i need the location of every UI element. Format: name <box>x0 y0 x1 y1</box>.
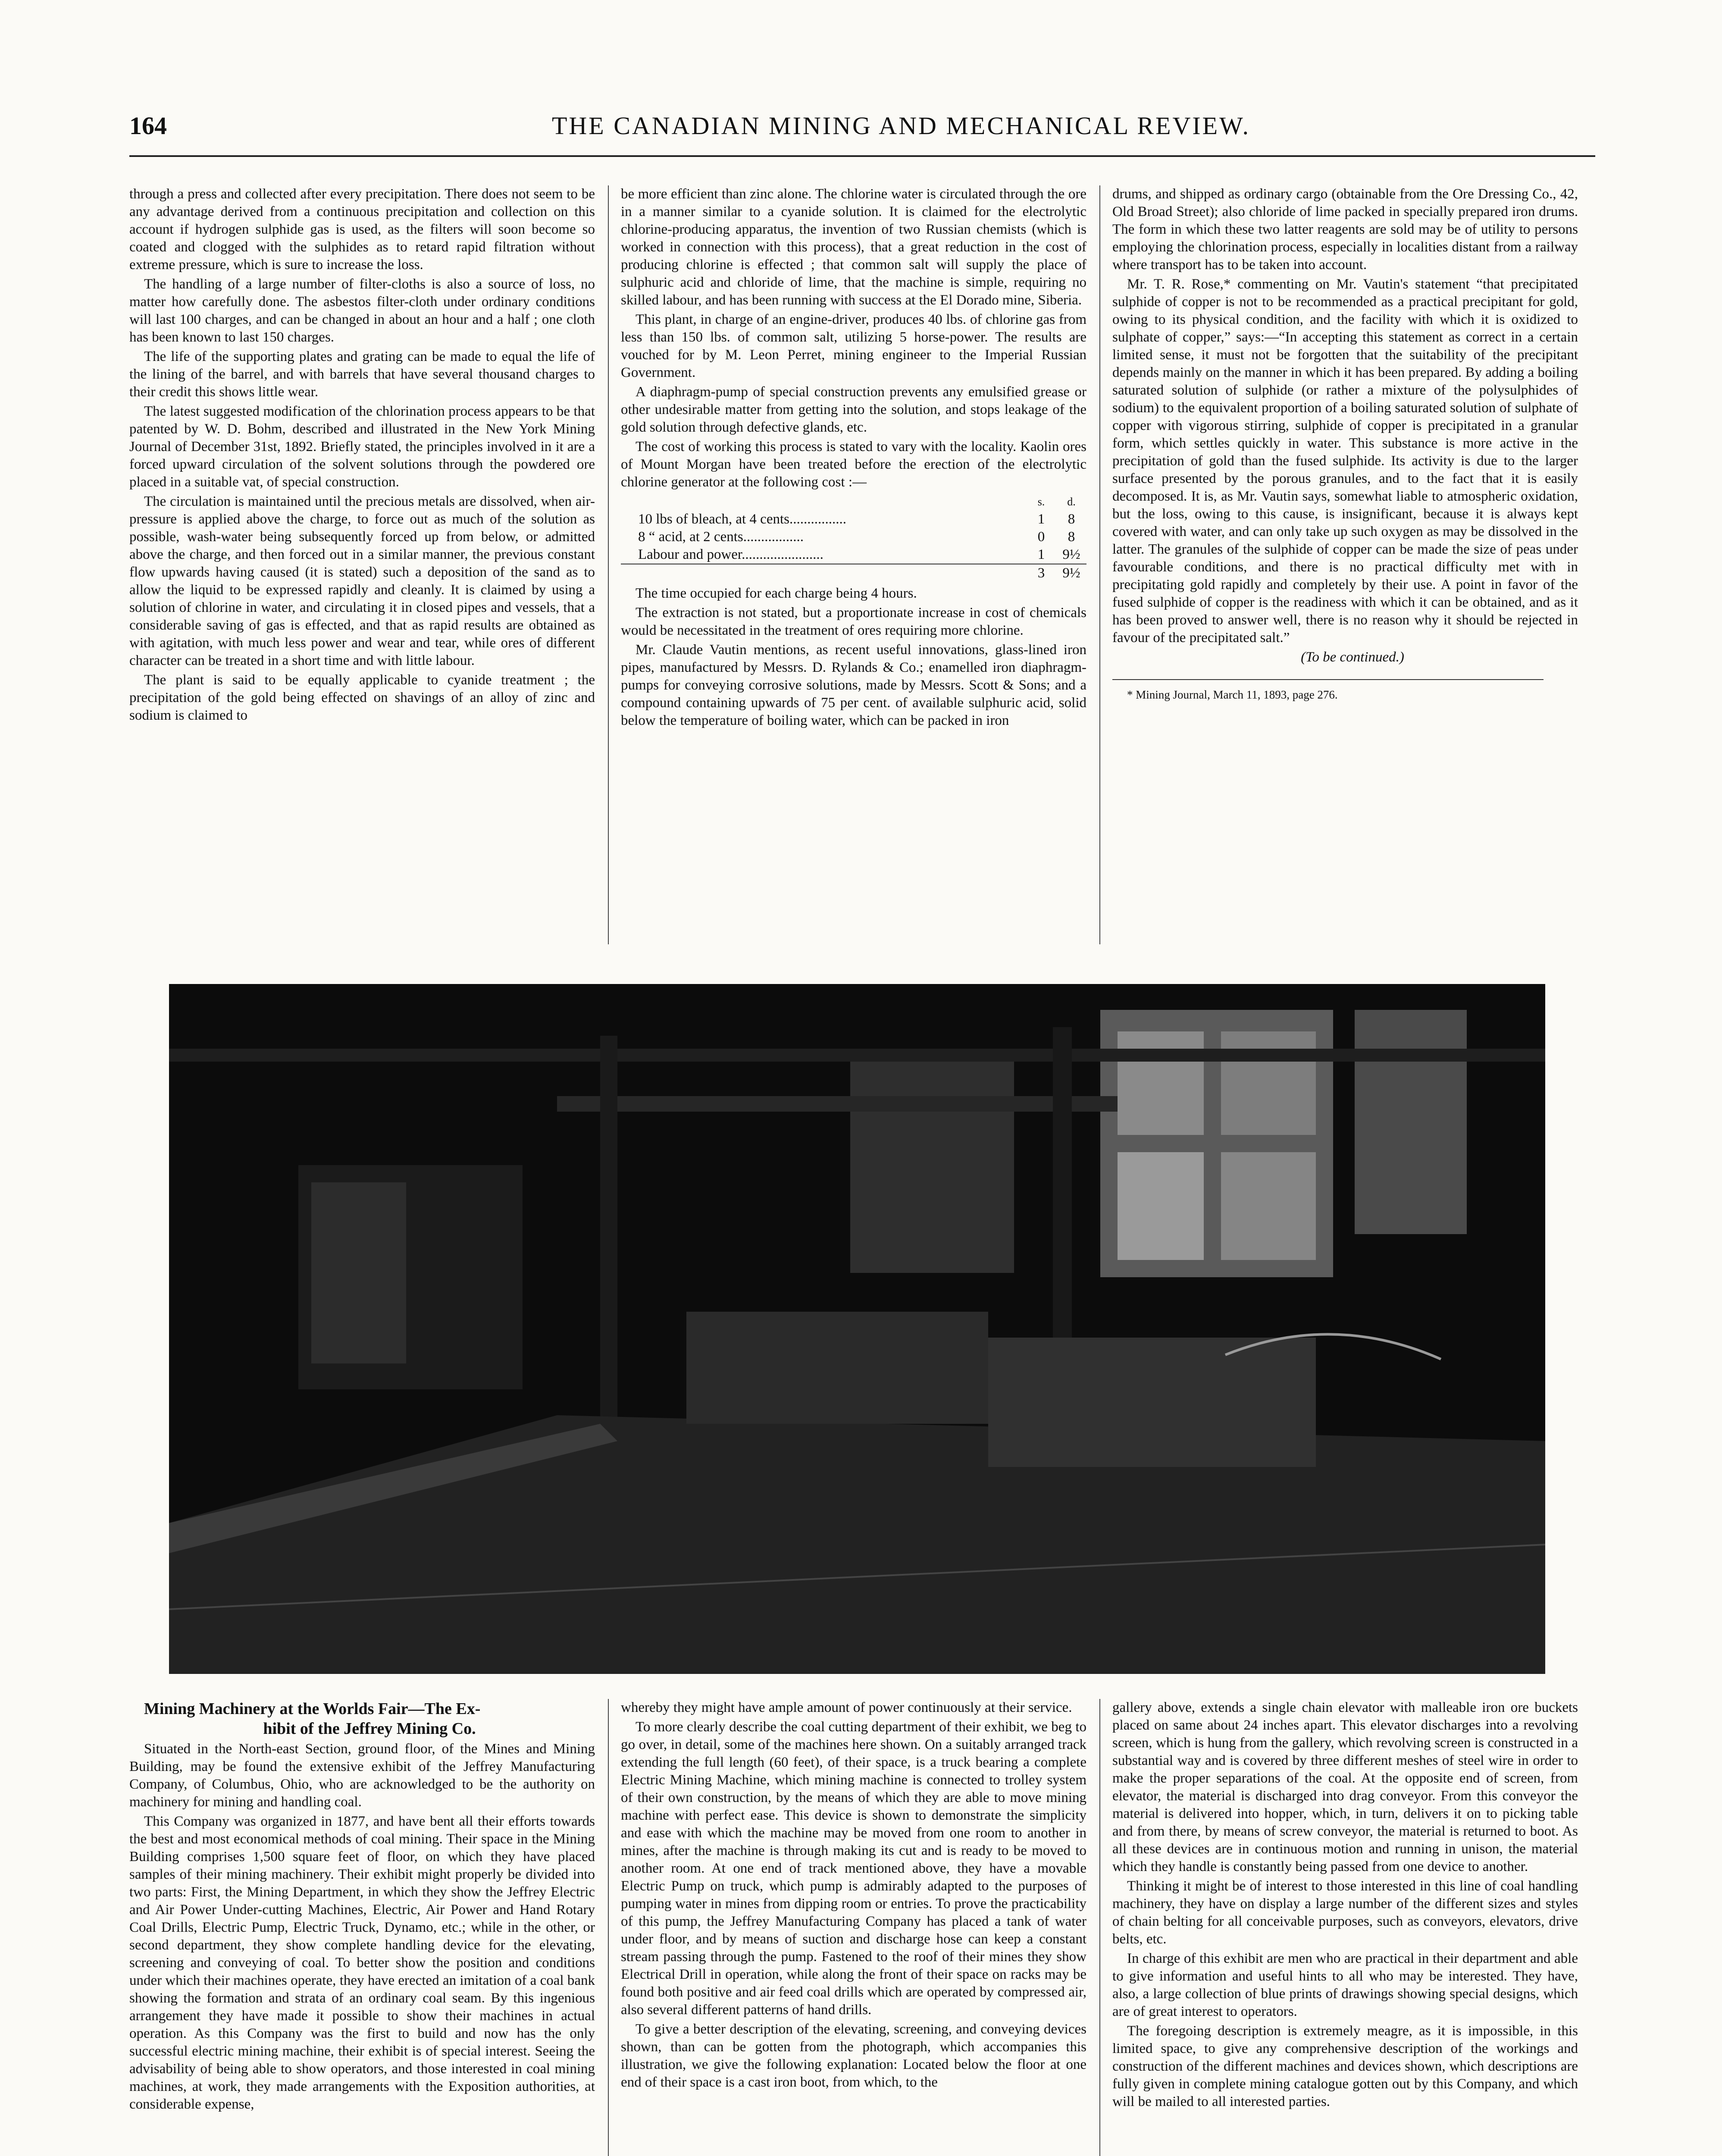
cost-total-s: 3 <box>1026 564 1056 582</box>
cost-item: 8 “ acid, at 2 cents................. <box>638 529 804 545</box>
paragraph: whereby they might have ample amount of power continuously at their service. <box>621 1700 1072 1715</box>
header-rule <box>129 155 1595 157</box>
cost-table <box>621 493 1086 582</box>
cost-item: Labour and power....................... <box>638 547 823 562</box>
paragraph: A diaphragm-pump of special construction prevents any emulsified grease or other undesirable matter from getting into the solution, and stops leakage of the gold solution through defective glands, etc. <box>621 384 1086 435</box>
bottom-column-1 <box>129 1699 595 2156</box>
article-title <box>129 1699 595 1739</box>
paragraph: through a press and collected after every precipitation. There does not seem to be any advantage derived from a continuous precipitation and collection on this account if hydrogen sulphide gas is used, as the filters will soon become so coated and clogged with the sulphides as to retard rapid filtration without extreme pressure, which is sure to increase the loss. <box>129 186 595 273</box>
column-rule <box>608 185 609 944</box>
paragraph: drums, and shipped as ordinary cargo (obtainable from the Ore Dressing Co., 42, Old Broad Street); also chloride of lime packed in specially prepared iron drums. The form in which these two latter reagents are sold may be of utility to persons employing the chlorination process, especially in localities distant from a railway where transport has to be taken into account. <box>1112 186 1578 273</box>
running-head: THE CANADIAN MINING AND MECHANICAL REVIEW. <box>551 112 1251 140</box>
bottom-column-2 <box>621 1699 1086 2156</box>
cost-item: 10 lbs of bleach, at 4 cents................ <box>638 511 846 527</box>
paragraph: The circulation is maintained until the precious metals are dissolved, when air-pressure is applied above the charge, to force out as much of the solution as possible, wash-water being subsequently forced up from below, or admitted above the charge, and then forced out in a similar manner, the previous constant flow upwards having caused (it is stated) such a deposition of the sand as to allow the liquid to be expressed rapidly and cleanly. It is claimed by using a solution of chlorine in water, and circulating it in closed pipes and vessels, that a considerable saving of gas is effected, and that as rapid results are obtained as with agitation, with much less power and wear and tear, while ores of different character can be treated in a short time and with little labour. <box>129 494 595 668</box>
cost-total-row <box>621 564 1086 582</box>
paragraph: The cost of working this process is stated to vary with the locality. Kaolin ores of Mount Morgan have been treated before the erection of the electrolytic chlorine generator at the following cost :— <box>621 439 1086 490</box>
footnote-rule <box>1112 679 1544 680</box>
cost-row <box>621 528 1086 546</box>
paragraph: Mr. T. R. Rose,* commenting on Mr. Vautin's statement “that precipitated sulphide of copper is not to be recommended as a practical precipitant for gold, owing to its physical condition, and the facility with which it is oxidized to sulphate of copper,” says:—“In accepting this statement as correct in a certain limited sense, it must not be forgotten that the suitability of the precipitant depends mainly on the manner in which it has been prepared. By adding a boiling saturated solution of sulphide (or rather a mixture of the polysulphides of sodium) to the equivalent proportion of a boiling saturated solution of sulphate of copper with vigorous stirring, sulphide of copper is precipitated in a granular form, which settles quickly in water. This substance is more active in the precipitation of gold than the fused sulphide. Its activity is due to the larger surface presented by the porous granules, and to the fact that it is easily decomposed. It is, as Mr. Vautin says, somewhat liable to atmospheric oxidation, but the loss, owing to this cause, is insignificant, because it is always kept covered with water, and can only take up such oxygen as may be dissolved in the latter. The granules of the sulphide of copper can be made the size of peas under favourable conditions, and there is no practical difficulty met with in precipitating gold rapidly and completely by their use. A point in favor of the fused sulphide of copper is the readiness with which it can be obtained, and as it has been proved to answer well, there is no reason why it should be rejected in favour of the precipitated salt.” <box>1112 276 1578 646</box>
paragraph: gallery above, extends a single chain elevator with malleable iron ore buckets placed on same about 24 inches apart. This elevator discharges into a revolving screen, which is hung from the gallery, which revolving screen is constructed in a substantial way and is covered by three different meshes of steel wire in order to make the proper separations of the coal. At the opposite end of screen, from elevator, the material is discharged into drag conveyor. From this conveyor the material is delivered into hopper, which, in turn, delivers it on to picking table and from there, by means of screw conveyor, the material is returned to boot. As all these devices are in continuous motion and running in unison, the material which they handle is constantly being passed from one device to another. <box>1112 1700 1578 1874</box>
exhibit-photograph <box>169 984 1545 1674</box>
cost-s: 0 <box>1037 529 1045 545</box>
paragraph: The latest suggested modification of the chlorination process appears to be that patented by W. D. Bohm, described and illustrated in the New York Mining Journal of December 31st, 1892. Briefly stated, the principles involved in it are a forced upward circulation of the solvent solutions through the powdered ore placed in a suitable vat, of special construction. <box>129 404 595 490</box>
cost-header-s: s. <box>1037 495 1045 508</box>
paragraph: Situated in the North-east Section, ground floor, of the Mines and Mining Building, may be found the extensive exhibit of the Jeffrey Manufacturing Company, of Columbus, Ohio, who are acknowledged to be the authority on machinery for mining and handling coal. <box>129 1741 595 1810</box>
cost-header-d: d. <box>1067 495 1076 508</box>
footnote: * Mining Journal, March 11, 1893, page 276. <box>1127 688 1338 701</box>
paragraph: The time occupied for each charge being 4 hours. <box>636 586 917 601</box>
cost-s: 1 <box>1037 547 1045 562</box>
article-title-line-1: Mining Machinery at the Worlds Fair—The Ex- <box>144 1700 481 1718</box>
cost-row <box>621 546 1086 564</box>
paragraph: Mr. Claude Vautin mentions, as recent useful innovations, glass-lined iron pipes, manufactured by Messrs. D. Rylands & Co.; enamelled iron diaphragm-pumps for conveying corrosive solutions, made by Messrs. Scott & Sons; and a compound containing upwards of 75 per cent. of available sulphuric acid, solid below the temperature of boiling water, which can be packed in iron <box>621 642 1086 728</box>
paragraph: be more efficient than zinc alone. The chlorine water is circulated through the ore in a manner similar to a cyanide solution. It is claimed for the electrolytic chlorine-producing apparatus, the invention of two Russian chemists (which is worked in connection with this process), that a great reduction in the cost of producing chlorine is effected ; that common salt will supply the place of sulphuric acid and chloride of lime, that the machine is simple, requiring no skilled labour, and has been running with success at the El Dorado mine, Siberia. <box>621 186 1086 308</box>
paragraph: The plant is said to be equally applicable to cyanide treatment ; the precipitation of the gold being effected on shavings of an alloy of zinc and sodium is claimed to <box>129 672 595 723</box>
bottom-column-3 <box>1112 1699 1578 2156</box>
paragraph: The extraction is not stated, but a proportionate increase in cost of chemicals would be necessitated in the treatment of ores requiring more chlorine. <box>621 605 1086 638</box>
top-column-3 <box>1112 185 1578 944</box>
paragraph: In charge of this exhibit are men who are practical in their department and able to give information and useful hints to all who may be interested. They have, also, a large collection of blue prints of drawings showing special designs, which are of great interest to operators. <box>1112 1951 1578 2019</box>
paragraph: To more clearly describe the coal cutting department of their exhibit, we beg to go over, in detail, some of the machines here shown. On a suitably arranged track extending the full length (60 feet), of their space, is a truck bearing a complete Electric Mining Machine, which mining machine is connected to trolley system of their own construction, by the means of which they are able to move mining machine with perfect ease. This device is shown to demonstrate the simplicity and ease with which the machine may be moved from one room to another in mines, after the machine is through making its cut and is ready to be moved to another room. At one end of track mentioned above, they have a movable Electric Pump on truck, which pump is admirably adapted to the purposes of pumping water in mines from dipping room or entries. To prove the practicability of this pump, the Jeffrey Manufacturing Company has placed a tank of water under floor, and by means of suction and discharge hose can keep a constant stream passing through the pump. Fastened to the roof of their mines they show Electrical Drill in operation, while along the front of their space on racks may be found both positive and air feed coal drills which are operated by compressed air, also several different patterns of hand drills. <box>621 1719 1086 2018</box>
cost-d: 8 <box>1068 511 1075 527</box>
article-title-line-2: hibit of the Jeffrey Mining Co. <box>263 1720 476 1738</box>
column-rule <box>1099 1699 1100 2156</box>
column-rule <box>608 1699 609 2156</box>
top-column-2 <box>621 185 1086 944</box>
paragraph: The life of the supporting plates and grating can be made to equal the life of the lining of the barrel, and with barrels that have several thousand charges to their credit this shows little wear. <box>129 349 595 400</box>
cost-total-d: 9½ <box>1056 564 1086 582</box>
cost-row <box>621 511 1086 528</box>
top-column-1 <box>129 185 595 944</box>
cost-s: 1 <box>1037 511 1045 527</box>
cost-d: 9½ <box>1062 547 1080 562</box>
page-number: 164 <box>129 112 167 140</box>
paragraph: This plant, in charge of an engine-driver, produces 40 lbs. of chlorine gas from less than 150 lbs. of common salt, utilizing 5 horse-power. The results are vouched for by M. Leon Perret, mining engineer to the Imperial Russian Government. <box>621 312 1086 380</box>
cost-d: 8 <box>1068 529 1075 545</box>
paragraph: To give a better description of the elevating, screening, and conveying devices shown, than can be gotten from the photograph, which accompanies this illustration, we give the following explanation: Located below the floor at one end of their space is a cast iron boot, from which, to the <box>621 2021 1086 2090</box>
to-be-continued: (To be continued.) <box>1301 649 1404 665</box>
column-rule <box>1099 185 1100 944</box>
paragraph: Thinking it might be of interest to those interested in this line of coal handling machinery, they have on display a large number of the different sizes and styles of chain belting for all conceivable purposes, such as conveyors, elevators, drive belts, etc. <box>1112 1878 1578 1947</box>
paragraph: This Company was organized in 1877, and have bent all their efforts towards the best and most economical methods of coal mining. Their space in the Mining Building comprises 1,500 square feet of floor, on which they have placed samples of their mining machinery. Their exhibit might properly be divided into two parts: First, the Mining Department, in which they show the Jeffrey Electric and Air Power Under-cutting Machines, Electric, Air Power and Hand Rotary Coal Drills, Electric Pump, Electric Truck, Dynamo, etc.; while in the other, or second department, they show complete handling device for the elevating, screening and conveying of coal. To better show the position and conditions under which their machines operate, they have erected an imitation of a coal bank showing the formation and strata of an ordinary coal seam. By this ingenious arrangement they have made it possible to show their machines in actual operation. As this Company was the first to build and now has the only successful electric mining machine, their exhibit is of special interest. Seeing the advisability of being able to show operators, and those interested in coal mining machines, at work, they made arrangements with the Exposition authorities, at considerable expense, <box>129 1814 595 2112</box>
paragraph: The handling of a large number of filter-cloths is also a source of loss, no matter how carefully done. The asbestos filter-cloth under ordinary conditions will last 100 charges, and can be changed in about an hour and a half ; one cloth has been known to last 150 charges. <box>129 276 595 345</box>
paragraph: The foregoing description is extremely meagre, as it is impossible, in this limited space, to give any comprehensive description of the workings and construction of the different machines and devices shown, which descriptions are fully given in complete mining catalogue gotten out by this Company, and which will be mailed to all interested parties. <box>1112 2023 1578 2109</box>
